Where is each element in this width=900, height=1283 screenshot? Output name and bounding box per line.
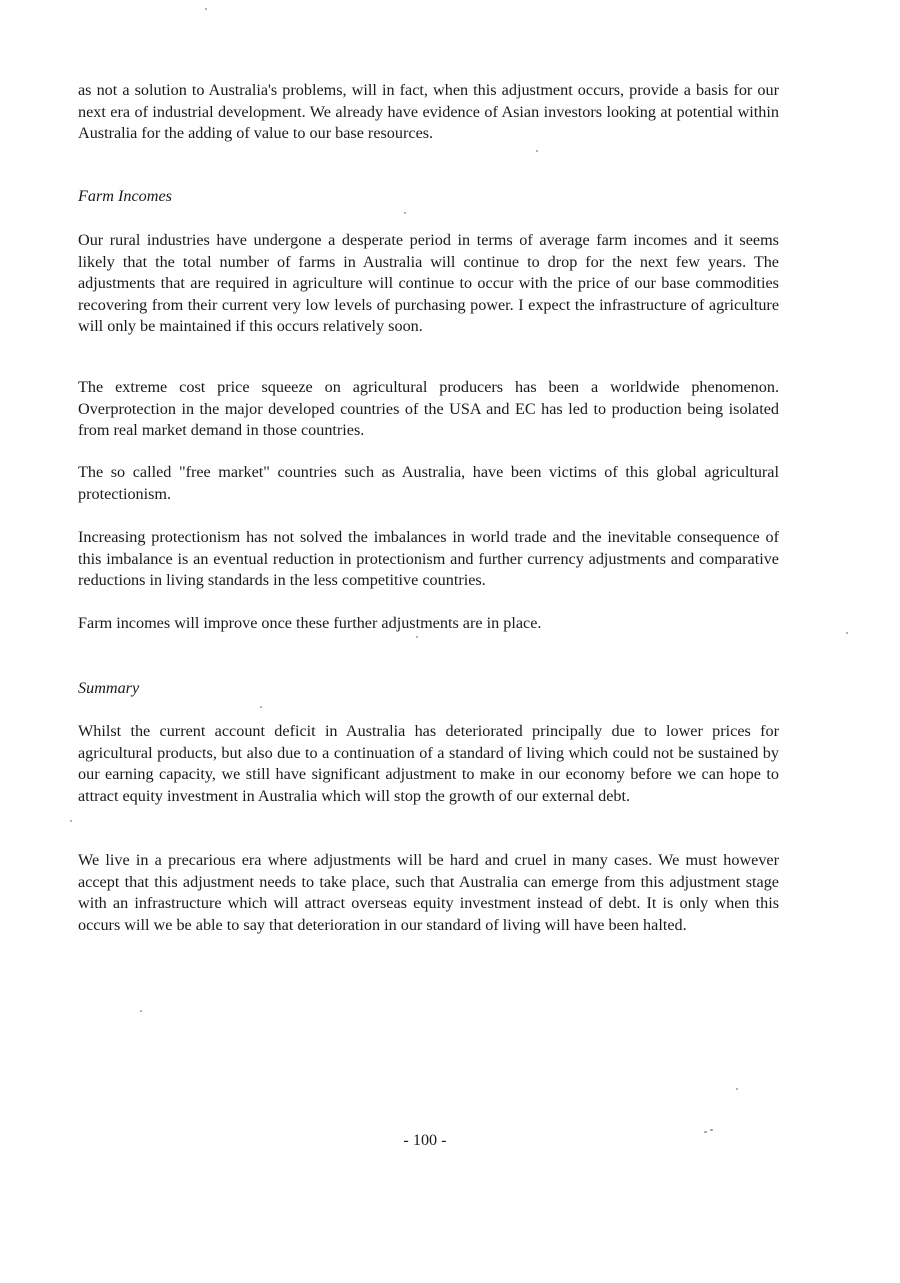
farm-incomes-paragraph-4: Increasing protectionism has not solved the imbalances in world trade and the inevitable consequence of this imbalance is an eventual reduction in protectionism and further currency adjustments and comparative reductions in living standards in the less competitive countries.: [78, 528, 779, 590]
intro-paragraph: as not a solution to Australia's problems, will in fact, when this adjustment occurs, provide a basis for our next era of industrial development. We already have evidence of Asian investors looking at potential within Australia for the adding of value to our base resources.: [78, 81, 779, 143]
farm-incomes-paragraph-2: The extreme cost price squeeze on agricultural producers has been a worldwide phenomenon. Overprotection in the major developed countries of the USA and EC has led to production being isolated from real market demand in those countries.: [78, 378, 779, 440]
summary-heading: Summary: [78, 679, 140, 697]
farm-incomes-paragraph-3: The so called "free market" countries such as Australia, have been victims of this global agricultural protectionism.: [78, 463, 779, 503]
farm-incomes-heading: Farm Incomes: [78, 187, 172, 205]
scan-speck: [404, 212, 406, 214]
scan-speck: [416, 636, 418, 638]
farm-incomes-paragraph-1: Our rural industries have undergone a desperate period in terms of average farm incomes and it seems likely that the total number of farms in Australia will continue to drop for the next few years. The adjustments that are required in agriculture will continue to occur with the price of our base commodities recovering from their current very low levels of purchasing power. I expect the infrastructure of agriculture will only be maintained if this occurs relatively soon.: [78, 231, 779, 336]
scan-speck: [140, 1010, 142, 1012]
scan-speck: [846, 632, 848, 634]
scan-speck: [70, 820, 72, 822]
scan-speck: [736, 1088, 738, 1090]
scan-speck: [260, 706, 262, 708]
summary-paragraph-1: Whilst the current account deficit in Australia has deteriorated principally due to lower prices for agricultural products, but also due to a continuation of a standard of living which could not be sustained by our earning capacity, we still have significant adjustment to make in our economy before we can hope to attract equity investment in Australia which will stop the growth of our external debt.: [78, 722, 779, 805]
scan-speck: [710, 1129, 713, 1131]
summary-paragraph-2: We live in a precarious era where adjustments will be hard and cruel in many cases. We must however accept that this adjustment needs to take place, such that Australia can emerge from this adjustment stage with an infrastructure which will attract overseas equity investment instead of debt. It is only when this occurs will we be able to say that deterioration in our standard of living will have been halted.: [78, 851, 779, 934]
page-number: - 100 -: [403, 1131, 447, 1149]
farm-incomes-paragraph-5: Farm incomes will improve once these further adjustments are in place.: [78, 614, 542, 632]
scan-speck: [205, 8, 207, 10]
scan-speck: [536, 150, 538, 152]
scan-speck: [704, 1131, 707, 1133]
